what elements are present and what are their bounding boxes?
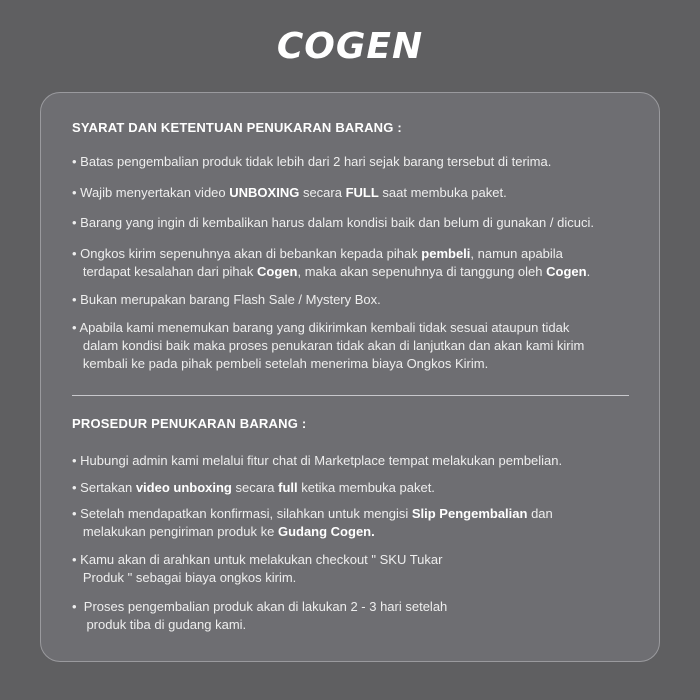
item-text: • Ongkos kirim sepenuhnya akan di bebankan kepada pihak [72, 246, 422, 261]
terms-item [72, 184, 507, 202]
procedure-item [72, 452, 562, 470]
bold-text: UNBOXING [229, 185, 300, 200]
item-text: ketika membuka paket. [297, 480, 435, 495]
cogen-logo: COGEN [276, 26, 424, 67]
item-text: • Apabila kami menemukan barang yang dikirimkan kembali tidak sesuai ataupun tidak dalam kondisi baik maka proses penukaran tidak akan di lanjutkan dan akan kami kirim kembali ke pada pihak pembeli setelah menerima biaya Ongkos Kirim. [72, 320, 585, 371]
bold-text: FULL [345, 185, 379, 200]
bold-text: Cogen [546, 264, 587, 279]
terms-item [72, 214, 594, 232]
item-text: • Setelah mendapatkan konfirmasi, silahkan untuk mengisi [72, 506, 412, 521]
bold-text: Gudang Cogen. [277, 524, 375, 539]
item-text: • Batas pengembalian produk tidak lebih dari 2 hari sejak barang tersebut di terima. [72, 154, 552, 169]
item-text: • Barang yang ingin di kembalikan harus dalam kondisi baik dan belum di gunakan / dicuci. [72, 215, 594, 230]
terms-item [72, 245, 590, 281]
procedure-item [72, 551, 442, 587]
item-text: • Kamu akan di arahkan untuk melakukan checkout " SKU Tukar Produk " sebagai biaya ongkos kirim. [72, 552, 443, 585]
terms-heading: SYARAT DAN KETENTUAN PENUKARAN BARANG : [72, 120, 402, 135]
item-text: , namun apabila terdapat kesalahan dari pihak [82, 246, 563, 279]
item-text: • Wajib menyertakan video [72, 185, 230, 200]
item-text: , maka akan sepenuhnya di tanggung oleh [297, 264, 547, 279]
item-text: • Bukan merupakan barang Flash Sale / Mystery Box. [72, 292, 381, 307]
section-divider [72, 395, 629, 396]
bold-text: Slip Pengembalian [411, 506, 528, 521]
item-text: . [586, 264, 591, 279]
terms-item [72, 319, 584, 373]
bold-text: Cogen [257, 264, 298, 279]
item-text: • Proses pengembalian produk akan di lakukan 2 - 3 hari setelah produk tiba di gudang kami. [72, 599, 448, 632]
item-text: • Sertakan [72, 480, 136, 495]
bold-text: pembeli [421, 246, 471, 261]
procedure-item [72, 598, 447, 634]
item-text: saat membuka paket. [378, 185, 507, 200]
terms-item [72, 291, 381, 309]
bold-text: full [278, 480, 298, 495]
item-text: • Hubungi admin kami melalui fitur chat di Marketplace tempat melakukan pembelian. [72, 453, 563, 468]
procedure-item [72, 479, 435, 497]
procedure-heading: PROSEDUR PENUKARAN BARANG : [72, 416, 307, 431]
bold-text: video unboxing [135, 480, 232, 495]
procedure-item [72, 505, 553, 541]
item-text: dan melakukan pengiriman produk ke [82, 506, 553, 539]
terms-item [72, 153, 551, 171]
item-text: secara [299, 185, 346, 200]
item-text: secara [231, 480, 279, 495]
